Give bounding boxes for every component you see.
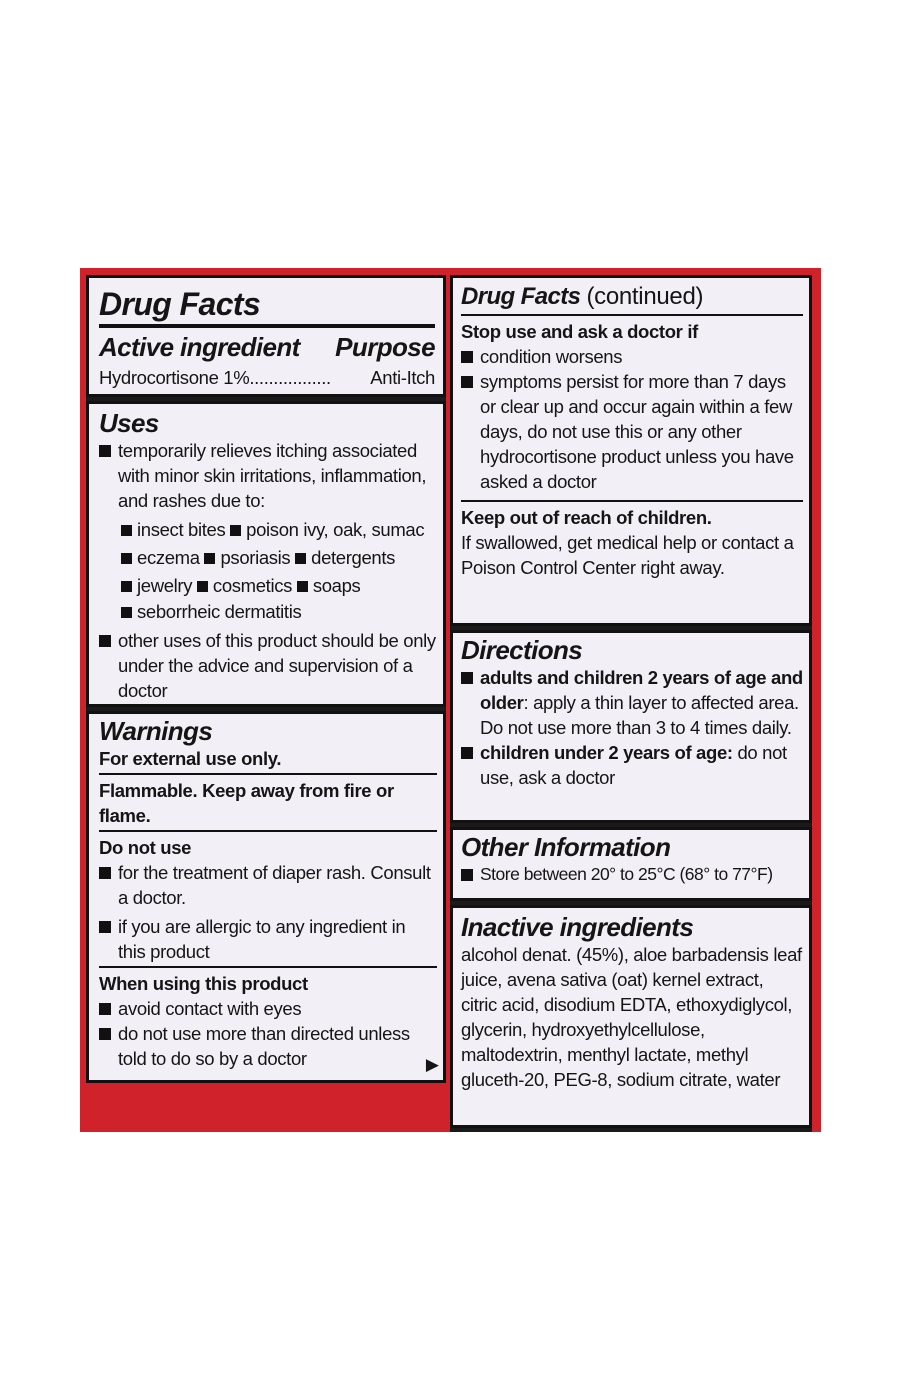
bullet-icon bbox=[99, 635, 111, 647]
uses-item: temporarily relieves itching associated with minor skin irritations, inflammation, and rashes due to: bbox=[99, 438, 437, 513]
warnings-panel bbox=[86, 711, 446, 1083]
bullet-icon bbox=[461, 351, 473, 363]
bullet-icon bbox=[461, 747, 473, 759]
cause-row: insect bites poison ivy, oak, sumac bbox=[121, 516, 437, 544]
when-using-item: do not use more than directed unless told to do so by a doctor bbox=[99, 1021, 437, 1071]
cause-row: seborrheic dermatitis bbox=[121, 600, 437, 624]
divider bbox=[461, 314, 803, 316]
ingredient-line bbox=[99, 365, 331, 390]
ingredient-purpose: Anti-Itch bbox=[370, 367, 435, 388]
bullet-icon bbox=[461, 869, 473, 881]
external-use-warning: For external use only. bbox=[99, 748, 282, 769]
directions-panel bbox=[450, 630, 812, 823]
drug-facts-title: Drug Facts bbox=[99, 286, 261, 322]
uses-panel bbox=[86, 401, 446, 707]
when-using-item: avoid contact with eyes bbox=[99, 996, 437, 1021]
bullet-icon bbox=[99, 867, 111, 879]
divider bbox=[461, 500, 803, 502]
bullet-icon bbox=[99, 921, 111, 933]
bullet-icon bbox=[295, 553, 306, 564]
cause-row: eczema psoriasis detergents bbox=[121, 544, 437, 572]
other-information-item: Store between 20° to 25°C (68° to 77°F) bbox=[461, 862, 803, 887]
divider bbox=[99, 773, 437, 775]
other-information-title: Other Information bbox=[461, 832, 671, 862]
bullet-icon bbox=[121, 581, 132, 592]
directions-item: adults and children 2 years of age and older: apply a thin layer to affected area. Do not use more than 3 to 4 times daily. bbox=[461, 665, 803, 740]
continued-title: Drug Facts (continued) bbox=[461, 283, 704, 310]
leader-dots: ................. bbox=[249, 367, 331, 388]
active-ingredient-header-row bbox=[99, 332, 435, 363]
bullet-icon bbox=[461, 672, 473, 684]
active-ingredient-heading: Active ingredient bbox=[99, 332, 300, 362]
bullet-icon bbox=[99, 1003, 111, 1015]
flammable-warning: Flammable. Keep away from fire or flame. bbox=[99, 780, 394, 826]
bullet-icon bbox=[121, 553, 132, 564]
warnings-title: Warnings bbox=[99, 716, 213, 746]
bullet-icon bbox=[230, 525, 241, 536]
uses-title: Uses bbox=[99, 408, 159, 438]
keep-out-text: If swallowed, get medical help or contact a Poison Control Center right away. bbox=[461, 532, 794, 578]
do-not-use-heading: Do not use bbox=[99, 837, 192, 858]
bullet-icon bbox=[297, 581, 308, 592]
divider bbox=[99, 966, 437, 968]
bullet-icon bbox=[461, 376, 473, 388]
directions-item: children under 2 years of age: do not use, ask a doctor bbox=[461, 740, 803, 790]
stop-use-heading: Stop use and ask a doctor if bbox=[461, 321, 698, 342]
purpose-heading: Purpose bbox=[335, 332, 435, 362]
drug-facts-carton bbox=[80, 268, 821, 1132]
keep-out-heading: Keep out of reach of children. bbox=[461, 507, 712, 528]
bullet-icon bbox=[121, 525, 132, 536]
uses-causes-list bbox=[99, 516, 437, 624]
inactive-ingredients-text: alcohol denat. (45%), aloe barbadensis leaf juice, avena sativa (oat) kernel extract, citric acid, disodium EDTA, ethoxydiglycol, glycerin, hydroxyethylcellulose, maltodextrin, menthyl lactate, methyl gluceth-20, PEG-8, sodium citrate, water bbox=[461, 944, 802, 1090]
divider bbox=[99, 324, 435, 328]
divider bbox=[99, 830, 437, 832]
directions-title: Directions bbox=[461, 635, 583, 665]
when-using-heading: When using this product bbox=[99, 973, 308, 994]
other-information-panel bbox=[450, 827, 812, 901]
continue-arrow-icon: ▶ bbox=[425, 1055, 439, 1074]
stop-use-item: condition worsens bbox=[461, 344, 803, 369]
drug-facts-header-panel bbox=[86, 275, 446, 397]
inactive-ingredients-title: Inactive ingredients bbox=[461, 912, 694, 942]
bullet-icon bbox=[197, 581, 208, 592]
active-ingredient-row bbox=[99, 365, 435, 390]
inactive-ingredients-panel bbox=[450, 905, 812, 1128]
bullet-icon bbox=[204, 553, 215, 564]
bullet-icon bbox=[99, 1028, 111, 1040]
do-not-use-item: for the treatment of diaper rash. Consult a doctor. bbox=[99, 860, 437, 910]
bullet-icon bbox=[99, 445, 111, 457]
cause-row: jewelry cosmetics soaps bbox=[121, 572, 437, 600]
do-not-use-item: if you are allergic to any ingredient in this product bbox=[99, 914, 437, 964]
drug-facts-continued-panel bbox=[450, 275, 812, 626]
uses-item: other uses of this product should be only under the advice and supervision of a doctor bbox=[99, 628, 437, 703]
stop-use-item: symptoms persist for more than 7 days or clear up and occur again within a few days, do not use this or any other hydrocortisone product unless you have asked a doctor bbox=[461, 369, 803, 494]
bullet-icon bbox=[121, 607, 132, 618]
ingredient-name: Hydrocortisone 1% bbox=[99, 367, 250, 388]
